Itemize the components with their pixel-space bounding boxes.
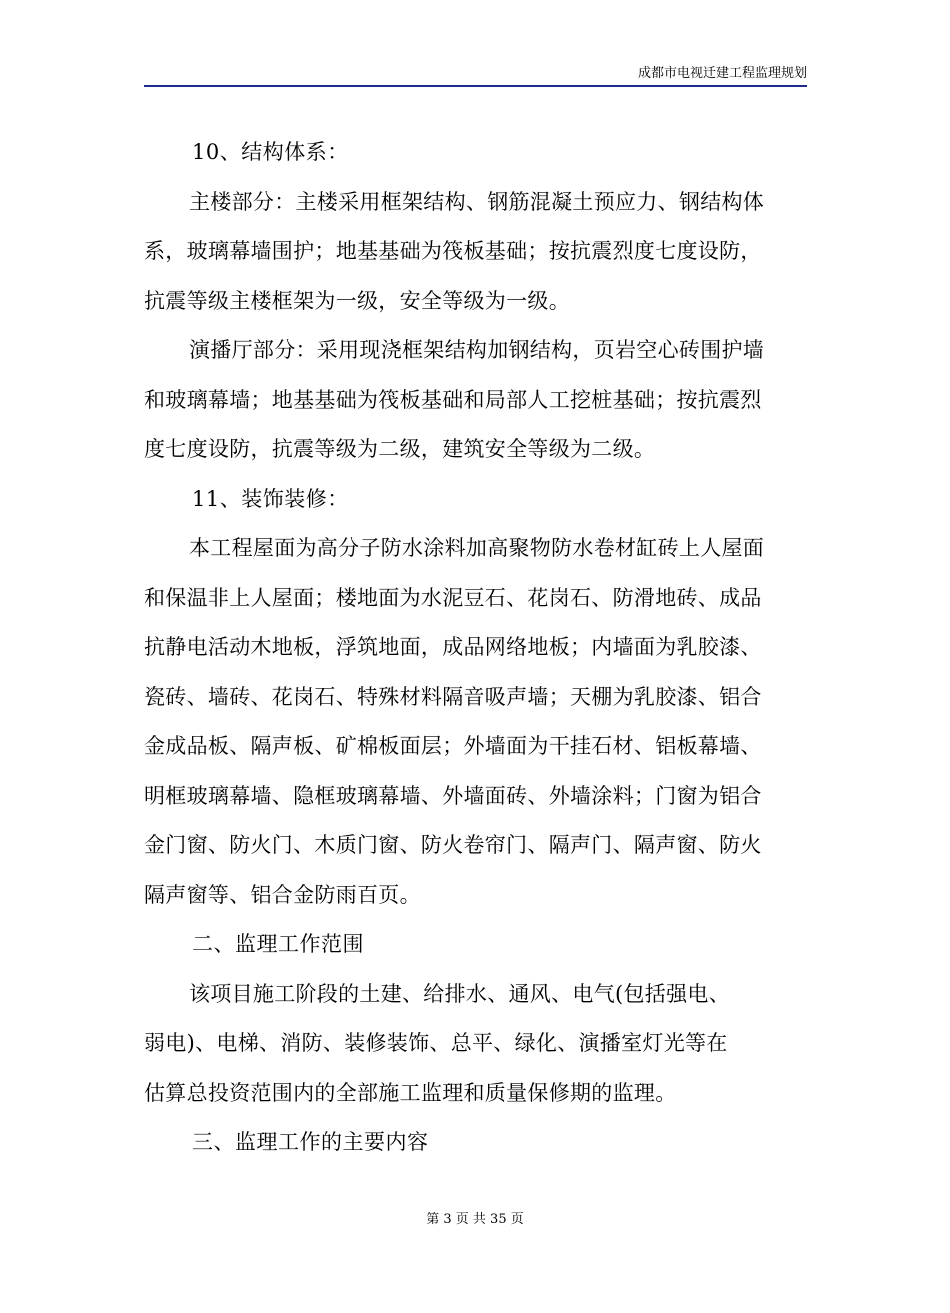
paragraph-line: 弱电)、电梯、消防、装修装饰、总平、绿化、演播室灯光等在 [144, 1031, 728, 1055]
heading-main-content: 三、监理工作的主要内容 [192, 1130, 429, 1154]
page-footer: 第 3 页 共 35 页 [426, 1212, 524, 1227]
paragraph-line: 抗静电活动木地板，浮筑地面，成品网络地板；内墙面为乳胶漆、 [144, 635, 762, 659]
heading-decoration: 11、装饰装修： [192, 486, 349, 511]
paragraph-line: 本工程屋面为高分子防水涂料加高聚物防水卷材缸砖上人屋面 [189, 536, 765, 560]
paragraph-line: 和保温非上人屋面；楼地面为水泥豆石、花岗石、防滑地砖、成品 [144, 585, 762, 610]
header-rule [144, 85, 807, 87]
paragraph-line: 该项目施工阶段的土建、给排水、通风、电气(包括强电、 [189, 981, 730, 1006]
paragraph-decoration [144, 524, 807, 920]
heading-structure: 10、结构体系： [192, 140, 349, 164]
paragraph-line: 系，玻璃幕墙围护；地基基础为筏板基础；按抗震烈度七度设防， [144, 239, 762, 263]
paragraph-main-building [144, 178, 807, 327]
paragraph-line: 隔声窗等、铝合金防雨百页。 [144, 882, 421, 907]
paragraph-line: 估算总投资范围内的全部施工监理和质量保修期的监理。 [144, 1080, 677, 1105]
paragraph-line: 明框玻璃幕墙、隐框玻璃幕墙、外墙面砖、外墙涂料；门窗为铝合 [144, 783, 762, 808]
paragraph-line: 主楼部分：主楼采用框架结构、钢筋混凝土预应力、钢结构体 [189, 189, 765, 214]
paragraph-line: 和玻璃幕墙；地基基础为筏板基础和局部人工挖桩基础；按抗震烈 [144, 387, 762, 412]
heading-scope: 二、监理工作范围 [192, 932, 364, 956]
paragraph-line: 抗震等级主楼框架为一级，安全等级为一级。 [144, 288, 570, 313]
paragraph-broadcast-hall [144, 326, 807, 475]
paragraph-line: 度七度设防，抗震等级为二级，建筑安全等级为二级。 [144, 437, 656, 461]
paragraph-line: 金门窗、防火门、木质门窗、防火卷帘门、隔声门、隔声窗、防火 [144, 833, 762, 857]
paragraph-line: 瓷砖、墙砖、花岗石、特殊材料隔音吸声墙；天棚为乳胶漆、铝合 [144, 684, 762, 709]
paragraph-scope [144, 970, 807, 1119]
document-body [144, 128, 807, 1168]
header-title: 成都市电视迁建工程监理规划 [637, 66, 807, 81]
paragraph-line: 金成品板、隔声板、矿棉板面层；外墙面为干挂石材、铝板幕墙、 [144, 734, 762, 758]
paragraph-line: 演播厅部分：采用现浇框架结构加钢结构，页岩空心砖围护墙 [189, 338, 765, 362]
